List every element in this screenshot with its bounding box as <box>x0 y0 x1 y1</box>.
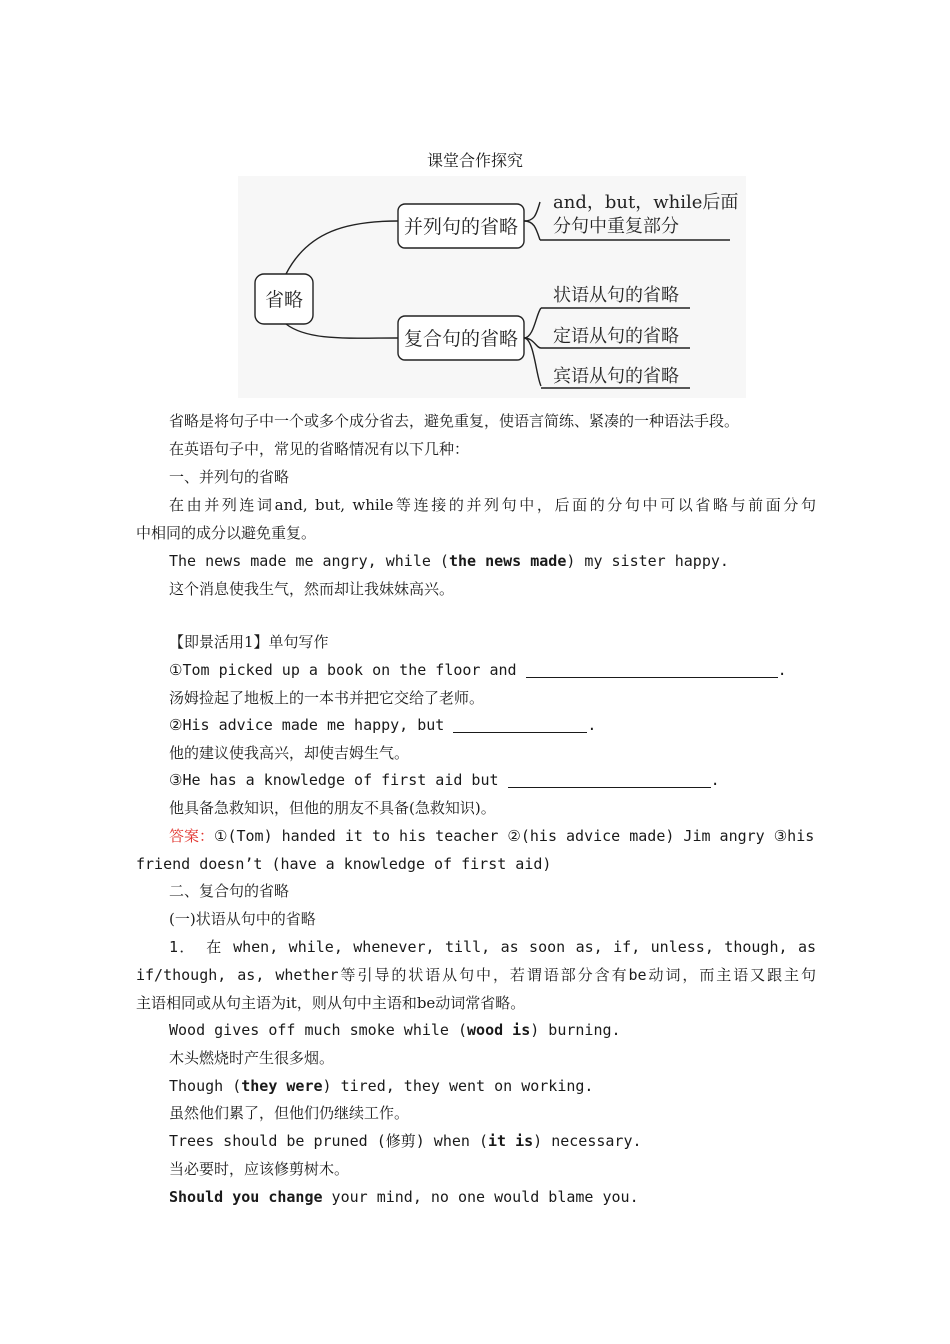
example-omitted-part: wood is <box>467 1021 531 1039</box>
practice-item-3 <box>136 770 849 790</box>
practice-prompt: ①Tom picked up a book on the floor and <box>169 661 517 679</box>
connector-root-branch2 <box>286 324 398 338</box>
connector-root-branch1 <box>286 221 398 274</box>
branch1-leaf-line1: and，but，while后面 <box>553 192 739 213</box>
intro-definition: 省略是将句子中一个或多个成分省去，避免重复，使语言简练、紧凑的一种语法手段。 <box>169 412 740 430</box>
section2-example-3-translation: 当必要时，应该修剪树木。 <box>169 1160 350 1178</box>
practice-prompt: ②His advice made me happy, but <box>169 716 445 734</box>
example-text: your mind, no one would blame you. <box>322 1188 639 1206</box>
example-text: ) tired, they went on working. <box>322 1077 594 1095</box>
intro-overview: 在英语句子中，常见的省略情况有以下几种： <box>169 440 470 458</box>
section1-example-translation: 这个消息使我生气，然而却让我妹妹高兴。 <box>169 580 455 598</box>
practice-prompt: ③He has a knowledge of first aid but <box>169 771 499 789</box>
mind-map-svg <box>238 176 746 398</box>
example-omitted-part: the news made <box>448 552 567 570</box>
practice-end-mark: . <box>777 661 787 679</box>
practice-heading: 【即景活用1】单句写作 <box>169 633 329 651</box>
section2-rule-line3: 主语相同或从句主语为it，则从句中主语和be动词常省略。 <box>136 994 526 1012</box>
practice-item-2 <box>136 715 849 735</box>
section1-example <box>136 551 849 571</box>
section2-example-1 <box>136 1020 849 1040</box>
section2-example-1-translation: 木头燃烧时产生很多烟。 <box>169 1049 335 1067</box>
ellipsis-mind-map <box>238 176 746 398</box>
example-text: ) necessary. <box>533 1132 642 1150</box>
answer-label: 答案： <box>169 827 215 845</box>
practice-end-mark: . <box>710 771 720 789</box>
answer-blank[interactable] <box>508 773 711 788</box>
root-node-label: 省略 <box>264 289 304 311</box>
section2-rule-line1: 1． 在 when, while, whenever, till, as soon as, if, unless, though, as <box>169 938 816 956</box>
branch2-leaf-object: 宾语从句的省略 <box>553 366 679 387</box>
practice-item-1 <box>136 660 849 680</box>
practice-item-3-translation: 他具备急救知识，但他的朋友不具备(急救知识)。 <box>169 799 496 817</box>
section2-heading: 二、复合句的省略 <box>169 882 290 900</box>
practice-item-2-translation: 他的建议使我高兴，却使吉姆生气。 <box>169 744 410 762</box>
section1-rule-line1: 在由并列连词and, but, while等连接的并列句中，后面的分句中可以省略与前面分句 <box>169 496 816 514</box>
example-omitted-part: they were <box>241 1077 323 1095</box>
section2-example-4 <box>136 1187 849 1207</box>
section2-subheading: (一)状语从句中的省略 <box>169 910 316 928</box>
connector-branch1-leaf-lower <box>524 221 540 240</box>
answer-blank[interactable] <box>453 718 587 733</box>
branch2-leaf-adverbial: 状语从句的省略 <box>553 285 679 306</box>
example-text: Wood gives off much smoke while ( <box>169 1021 468 1039</box>
example-omitted-part: it is <box>488 1132 534 1150</box>
answer-blank[interactable] <box>526 663 778 678</box>
connector-branch2-leaf1 <box>524 308 541 338</box>
practice-answer-line1 <box>136 826 849 846</box>
example-text: Trees should be pruned (修剪) when ( <box>169 1132 488 1150</box>
practice-end-mark: . <box>587 716 597 734</box>
connector-branch2-leaf3 <box>524 338 541 386</box>
branch1-node-label: 并列句的省略 <box>403 216 519 238</box>
connector-branch1-leaf <box>524 202 540 221</box>
example-text: Though ( <box>169 1077 242 1095</box>
section1-rule-line2: 中相同的成分以避免重复。 <box>136 524 317 542</box>
example-text: ) burning. <box>530 1021 621 1039</box>
example-text: ) my sister happy. <box>566 552 729 570</box>
practice-answer-line2: friend doesn’t (have a knowledge of first aid) <box>136 855 552 873</box>
branch2-leaf-attributive: 定语从句的省略 <box>553 326 679 347</box>
section1-heading: 一、并列句的省略 <box>169 468 290 486</box>
section2-example-2 <box>136 1076 849 1096</box>
page-title: 课堂合作探究 <box>426 151 523 170</box>
answer-text: ①(Tom) handed it to his teacher ②(his advice made) Jim angry ③his <box>214 827 815 845</box>
practice-item-1-translation: 汤姆捡起了地板上的一本书并把它交给了老师。 <box>169 689 485 707</box>
section2-rule-line2: if/though, as, whether等引导的状语从句中，若谓语部分含有be动词，而主语又跟主句 <box>136 966 816 984</box>
branch1-leaf-line2: 分句中重复部分 <box>553 216 679 237</box>
section2-example-2-translation: 虽然他们累了，但他们仍继续工作。 <box>169 1104 410 1122</box>
section2-example-3 <box>136 1131 849 1151</box>
example-inverted-part: Should you change <box>169 1188 323 1206</box>
branch2-node-label: 复合句的省略 <box>403 328 519 350</box>
example-text: The news made me angry, while ( <box>169 552 449 570</box>
